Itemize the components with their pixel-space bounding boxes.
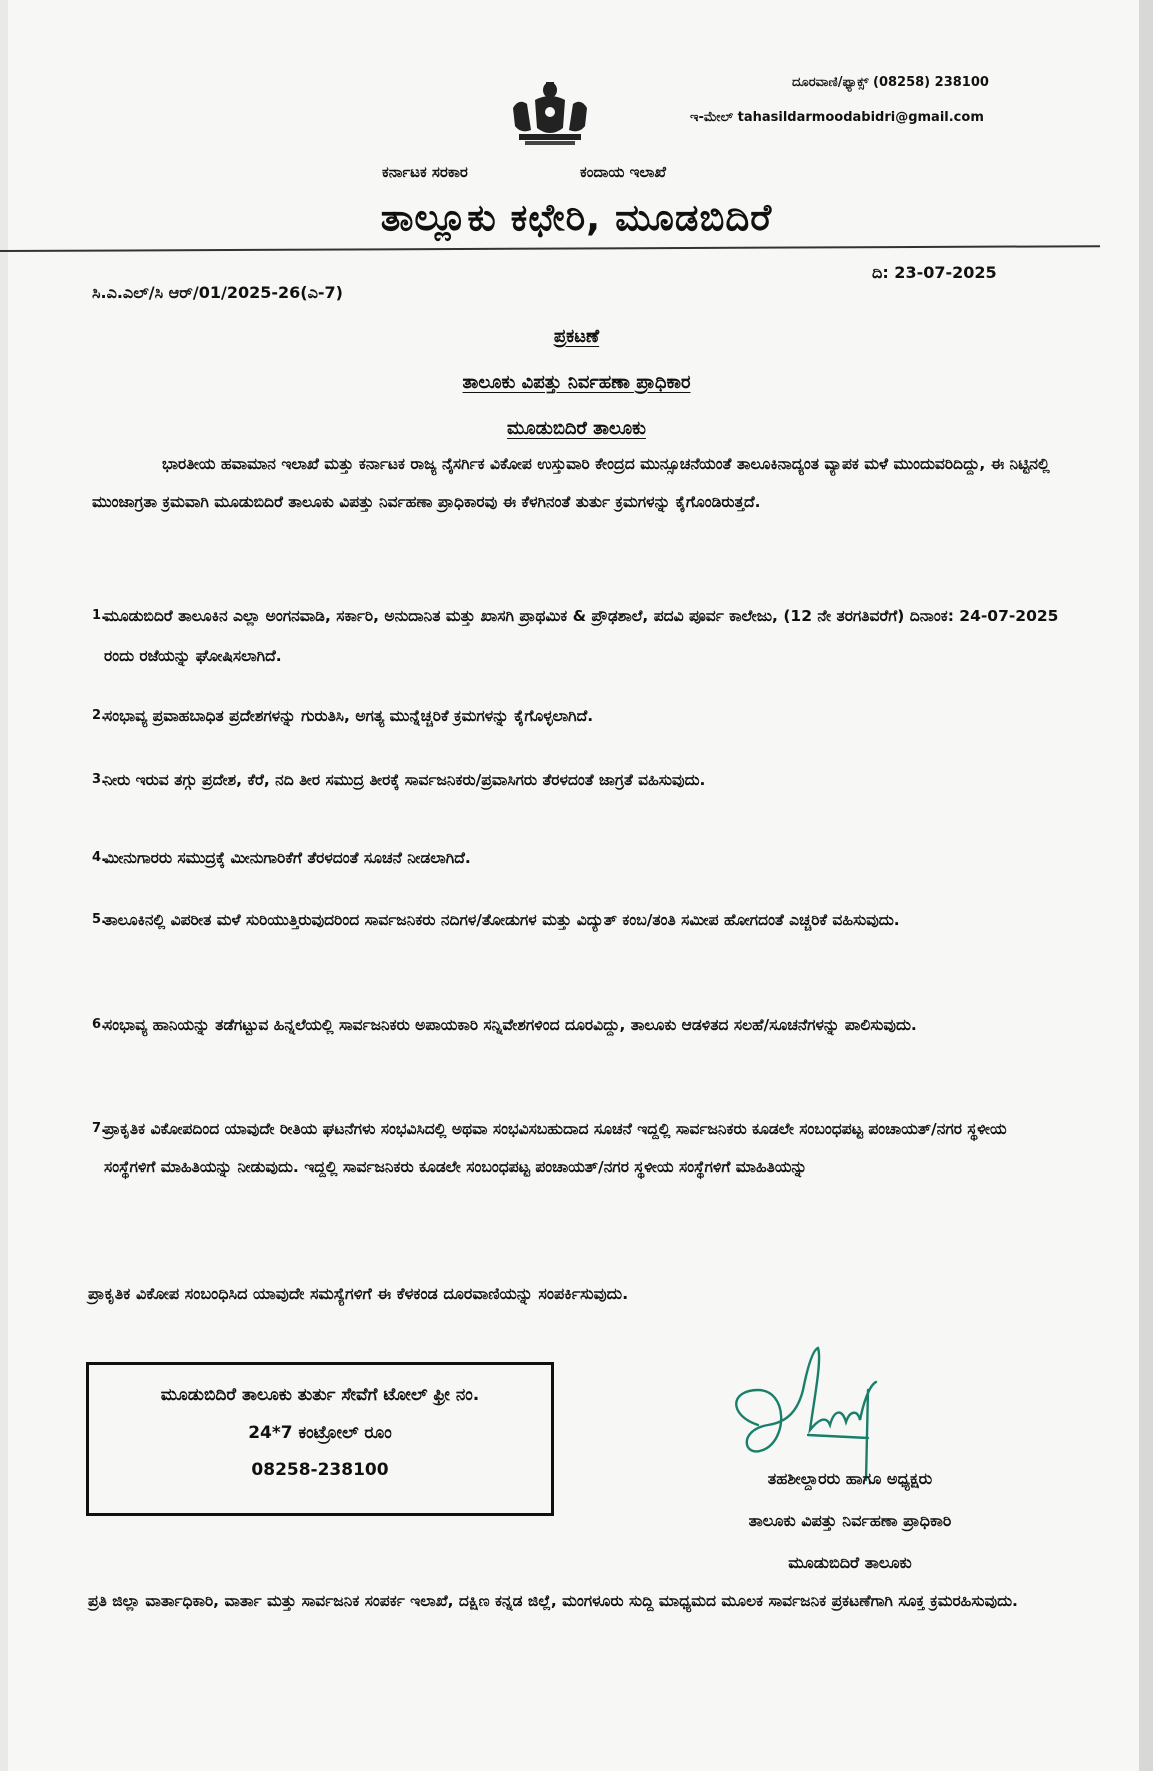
signatory-title: ತಹಶೀಲ್ದಾರರು ಹಾಗೂ ಅಧ್ಯಕ್ಷರು xyxy=(767,1469,933,1488)
list-item xyxy=(92,596,1060,676)
item-text: ನೀರು ಇರುವ ತಗ್ಗು ಪ್ರದೇಶ, ಕೆರೆ, ನದಿ ತೀರ ಸಮುದ್ರ ತೀರಕ್ಕೆ ಸಾರ್ವಜನಿಕರು/ಪ್ರವಾಸಿಗರು ತೆರಳದಂತೆ ಜಾಗ್ರತೆ ವಹಿಸುವುದು. xyxy=(104,771,706,789)
control-room-label: 24*7 ಕಂಟ್ರೋಲ್ ರೂಂ xyxy=(248,1423,392,1443)
list-item xyxy=(92,838,1060,878)
item-text: ಸಂಭಾವ್ಯ ಹಾನಿಯನ್ನು ತಡೆಗಟ್ಟುವ ಹಿನ್ನಲೆಯಲ್ಲಿ ಸಾರ್ವಜನಿಕರು ಅಪಾಯಕಾರಿ ಸನ್ನಿವೇಶಗಳಿಂದ ದೂರವಿದ್ದು, ತಾಲೂಕು ಆಡಳಿತದ ಸಲಹೆ/ಸೂಚನೆಗಳನ್ನು ಪಾಲಿಸುವುದು. xyxy=(104,1016,917,1034)
item-text: ಪ್ರಾಕೃತಿಕ ವಿಕೋಪದಿಂದ ಯಾವುದೇ ರೀತಿಯ ಘಟನೆಗಳು ಸಂಭವಿಸಿದಲ್ಲಿ ಅಥವಾ ಸಂಭವಿಸಬಹುದಾದ ಸೂಚನೆ ಇದ್ದಲ್ಲಿ ಸಾರ್ವಜನಿಕರು ಕೂಡಲೇ ಸಂಬಂಧಪಟ್ಟ ಪಂಚಾಯತ್/ನಗರ ಸ್ಥಳೀಯ ಸಂಸ್ಥೆಗಳಿಗೆ ಮಾಹಿತಿಯನ್ನು ನೀಡುವುದು. ಇದ್ದಲ್ಲಿ ಸಾರ್ವಜನಿಕರು ಕೂಡಲೇ ಸಂಬಂಧಪಟ್ಟ ಪಂಚಾಯತ್/ನಗರ ಸ್ಥಳೀಯ ಸಂಸ್ಥೆಗಳಿಗೆ ಮಾಹಿತಿಯನ್ನು xyxy=(104,1120,1007,1176)
office-phone: ದೂರವಾಣಿ/ಫ್ಯಾಕ್ಸ್ (08258) 238100 xyxy=(792,75,989,90)
item-text: ಸಂಭಾವ್ಯ ಪ್ರವಾಹಬಾಧಿತ ಪ್ರದೇಶಗಳನ್ನು ಗುರುತಿಸಿ, ಅಗತ್ಯ ಮುನ್ನೆಚ್ಚರಿಕೆ ಕ್ರಮಗಳನ್ನು ಕೈಗೊಳ್ಳಲಾಗಿದೆ. xyxy=(104,707,594,725)
signatory-block xyxy=(700,1458,1000,1584)
taluk-heading xyxy=(0,418,1153,439)
karnataka-emblem-icon xyxy=(505,78,595,148)
page-edge-left xyxy=(0,0,8,1771)
item-number: 5. xyxy=(92,912,106,927)
toll-free-number: 08258-238100 xyxy=(251,1460,389,1480)
item-number: 6. xyxy=(92,1017,106,1032)
page-edge-right xyxy=(1139,0,1153,1771)
item-text: ಮೀನುಗಾರರು ಸಮುದ್ರಕ್ಕೆ ಮೀನುಗಾರಿಕೆಗೆ ತೆರಳದಂತೆ ಸೂಚನೆ ನೀಡಲಾಗಿದೆ. xyxy=(104,849,471,867)
copy-to-note: ಪ್ರತಿ ಜಿಲ್ಲಾ ವಾರ್ತಾಧಿಕಾರಿ, ವಾರ್ತಾ ಮತ್ತು ಸಾರ್ವಜನಿಕ ಸಂಪರ್ಕ ಇಲಾಖೆ, ದಕ್ಷಿಣ ಕನ್ನಡ ಜಿಲ್ಲೆ, ಮಂಗಳೂರು ಸುದ್ದಿ ಮಾಧ್ಯಮದ ಮೂಲಕ ಸಾರ್ವಜನಿಕ ಪ್ರಕಟಣೆಗಾಗಿ ಸೂಕ್ತ ಕ್ರಮರಹಿಸುವುದು. xyxy=(88,1592,1018,1610)
department-label: ಕಂದಾಯ ಇಲಾಖೆ xyxy=(580,163,666,181)
reference-number: ಸಿ.ಎ.ಎಲ್/ಸಿ ಆರ್/01/2025-26(ಎ-7) xyxy=(92,283,343,302)
authority-heading-text: ತಾಲೂಕು ವಿಪತ್ತು ನಿರ್ವಹಣಾ ಪ್ರಾಧಿಕಾರ xyxy=(462,372,691,393)
item-number: 7. xyxy=(92,1121,106,1136)
authority-heading xyxy=(0,372,1153,393)
list-item xyxy=(92,900,1060,940)
item-text: ತಾಲೂಕಿನಲ್ಲಿ ವಿಪರೀತ ಮಳೆ ಸುರಿಯುತ್ತಿರುವುದರಿಂದ ಸಾರ್ವಜನಿಕರು ನದಿಗಳ/ತೋಡುಗಳ ಮತ್ತು ವಿದ್ಯುತ್ ಕಂಬ/ತಂತಿ ಸಮೀಪ ಹೋಗದಂತೆ ಎಚ್ಚರಿಕೆ ವಹಿಸುವುದು. xyxy=(104,911,900,929)
notice-date: ದಿ: 23-07-2025 xyxy=(872,263,997,282)
notice-heading-text: ಪ್ರಕಟಣೆ xyxy=(553,326,600,347)
intro-paragraph: ಭಾರತೀಯ ಹವಾಮಾನ ಇಲಾಖೆ ಮತ್ತು ಕರ್ನಾಟಕ ರಾಜ್ಯ ನೈಸರ್ಗಿಕ ವಿಕೋಪ ಉಸ್ತುವಾರಿ ಕೇಂದ್ರದ ಮುನ್ಸೂಚನೆಯಂತೆ ತಾಲೂಕಿನಾದ್ಯಂತ ವ್ಯಾಪಕ ಮಳೆ ಮುಂದುವರಿದಿದ್ದು, ಈ ನಿಟ್ಟಿನಲ್ಲಿ ಮುಂಜಾಗ್ರತಾ ಕ್ರಮವಾಗಿ ಮೂಡುಬಿದಿರೆ ತಾಲೂಕು ವಿಪತ್ತು ನಿರ್ವಹಣಾ ಪ್ರಾಧಿಕಾರವು ಈ ಕೆಳಗಿನಂತೆ ತುರ್ತು ಕ್ರಮಗಳನ್ನು ಕೈಗೊಂಡಿರುತ್ತದೆ. xyxy=(92,455,1050,511)
header-divider xyxy=(0,245,1100,252)
item-number: 4. xyxy=(92,850,106,865)
item-number: 1. xyxy=(92,608,106,623)
list-item xyxy=(92,760,1060,800)
taluk-heading-text: ಮೂಡುಬಿದಿರೆ ತಾಲೂಕು xyxy=(507,418,646,439)
toll-free-label: ಮೂಡುಬಿದಿರೆ ತಾಲೂಕು ತುರ್ತು ಸೇವೆಗೆ ಟೋಲ್ ಫ್ರೀ ನಂ. xyxy=(160,1385,480,1405)
contact-note: ಪ್ರಾಕೃತಿಕ ವಿಕೋಪ ಸಂಬಂಧಿಸಿದ ಯಾವುದೇ ಸಮಸ್ಯೆಗಳಿಗೆ ಈ ಕೆಳಕಂಡ ದೂರವಾಣಿಯನ್ನು ಸಂಪರ್ಕಿಸುವುದು. xyxy=(88,1284,629,1303)
signatory-authority: ತಾಲೂಕು ವಿಪತ್ತು ನಿರ್ವಹಣಾ ಪ್ರಾಧಿಕಾರಿ xyxy=(748,1511,952,1530)
item-text: ಮೂಡುಬಿದಿರೆ ತಾಲೂಕಿನ ಎಲ್ಲಾ ಅಂಗನವಾಡಿ, ಸರ್ಕಾರಿ, ಅನುದಾನಿತ ಮತ್ತು ಖಾಸಗಿ ಪ್ರಾಥಮಿಕ & ಪ್ರೌಢಶಾಲೆ, ಪದವಿ ಪೂರ್ವ ಕಾಲೇಜು, (12 ನೇ ತರಗತಿವರೆಗೆ) ದಿನಾಂಕ: 24-07-2025 ರಂದು ರಜೆಯನ್ನು ಘೋಷಿಸಲಾಗಿದೆ. xyxy=(104,607,1059,665)
list-item xyxy=(92,1110,1060,1186)
item-number: 3. xyxy=(92,772,106,787)
office-email: ಇ-ಮೇಲ್ tahasildarmoodabidri@gmail.com xyxy=(690,110,984,125)
notice-heading xyxy=(0,326,1153,347)
list-item xyxy=(92,696,1060,736)
government-label: ಕರ್ನಾಟಕ ಸರಕಾರ xyxy=(382,163,468,181)
office-title: ತಾಲ್ಲೂಕು ಕಛೇರಿ, ಮೂಡಬಿದಿರೆ xyxy=(380,196,773,239)
toll-free-box xyxy=(86,1362,554,1516)
signatory-taluk: ಮೂಡುಬಿದಿರೆ ತಾಲೂಕು xyxy=(788,1553,912,1572)
item-number: 2. xyxy=(92,708,106,723)
list-item xyxy=(92,1005,1060,1045)
